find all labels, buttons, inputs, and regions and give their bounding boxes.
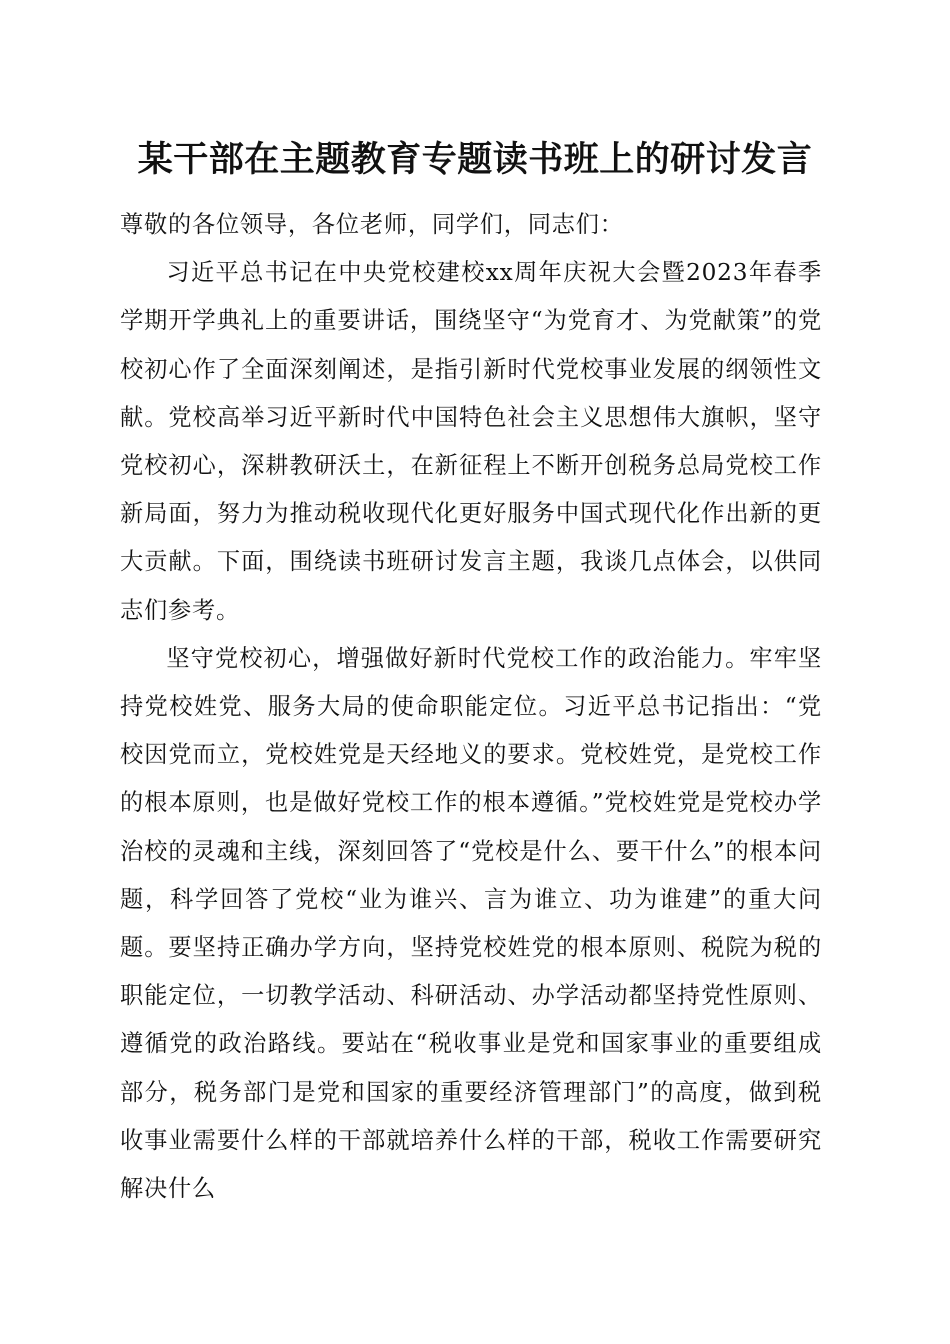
document-title: 某干部在主题教育专题读书班上的研讨发言: [137, 139, 813, 180]
paragraph-intro: 习近平总书记在中央党校建校xx周年庆祝大会暨2023年春季学期开学典礼上的重要讲话，围绕坚守“为党育才、为党献策”的党校初心作了全面深刻阐述，是指引新时代党校事业发展的纲领性文献。党校高举习近平新时代中国特色社会主义思想伟大旗帜，坚守党校初心，深耕教研沃土，在新征程上不断开创税务总局党校工作新局面，努力为推动税收现代化更好服务中国式现代化作出新的更大贡献。下面，围绕读书班研讨发言主题，我谈几点体会，以供同志们参考。: [120, 259, 822, 624]
salutation: 尊敬的各位领导，各位老师，同学们，同志们：: [120, 211, 624, 238]
paragraph-party-school-mission: 坚守党校初心，增强做好新时代党校工作的政治能力。牢牢坚持党校姓党、服务大局的使命职能定位。习近平总书记指出：“党校因党而立，党校姓党是天经地义的要求。党校姓党，是党校工作的根本原则，也是做好党校工作的根本遵循。”党校姓党是党校办学治校的灵魂和主线，深刻回答了“党校是什么、要干什么”的根本问题，科学回答了党校“业为谁兴、言为谁立、功为谁建”的重大问题。要坚持正确办学方向，坚持党校姓党的根本原则、税院为税的职能定位，一切教学活动、科研活动、办学活动都坚持党性原则、遵循党的政治路线。要站在“税收事业是党和国家事业的重要组成部分，税务部门是党和国家的重要经济管理部门”的高度，做到税收事业需要什么样的干部就培养什么样的干部，税收工作需要研究解决什么: [120, 644, 822, 1203]
document-body: [120, 201, 822, 1213]
